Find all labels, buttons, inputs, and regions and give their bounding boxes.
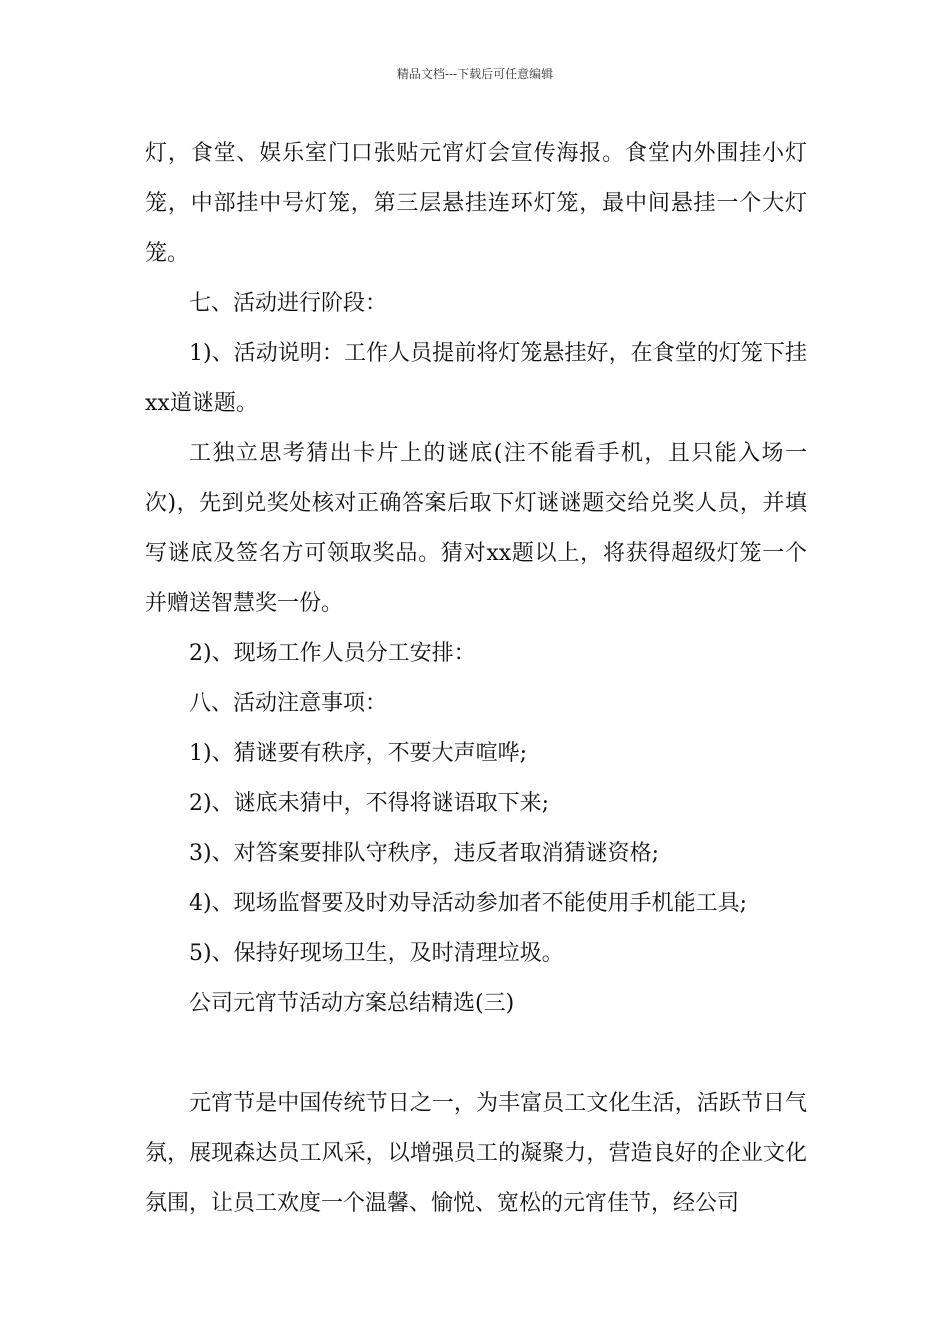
page-header: 精品文档---下载后可任意编辑: [396, 67, 554, 81]
blank-line: [145, 1029, 807, 1079]
paragraph-lantern-festival-intro: 元宵节是中国传统节日之一，为丰富员工文化生活，活跃节日气氛，展现森达员工风采，以增强员工的凝聚力，营造良好的企业文化氛围，让员工欢度一个温馨、愉悦、宽松的元宵佳节，经公司: [145, 1091, 807, 1216]
document-body: [145, 129, 807, 1229]
section-heading-activity-stage: 七、活动进行阶段：: [189, 291, 388, 316]
section-title-part-three: 公司元宵节活动方案总结精选(三): [189, 991, 515, 1016]
note-item-5: 5)、保持好现场卫生，及时清理垃圾。: [189, 941, 564, 966]
section-heading-notes: 八、活动注意事项：: [189, 691, 388, 716]
paragraph-riddle-rules: 工独立思考猜出卡片上的谜底(注不能看手机，且只能入场一次)，先到兑奖处核对正确答案后取下灯谜谜题交给兑奖人员，并填写谜底及签名方可领取奖品。猜对xx题以上，将获得超级灯笼一个并赠送智慧奖一份。: [145, 441, 807, 616]
note-item-4: 4)、现场监督要及时劝导活动参加者不能使用手机能工具;: [189, 891, 747, 916]
paragraph-staff-arrangement: 2)、现场工作人员分工安排：: [189, 641, 476, 666]
note-item-1: 1)、猜谜要有秩序，不要大声喧哗;: [189, 741, 527, 766]
paragraph-activity-description: 1)、活动说明：工作人员提前将灯笼悬挂好，在食堂的灯笼下挂xx道谜题。: [145, 341, 807, 416]
note-item-2: 2)、谜底未猜中，不得将谜语取下来;: [189, 791, 549, 816]
paragraph-lantern-decoration: 灯，食堂、娱乐室门口张贴元宵灯会宣传海报。食堂内外围挂小灯笼，中部挂中号灯笼，第三层悬挂连环灯笼，最中间悬挂一个大灯笼。: [145, 141, 807, 266]
note-item-3: 3)、对答案要排队守秩序，违反者取消猜谜资格;: [189, 841, 659, 866]
